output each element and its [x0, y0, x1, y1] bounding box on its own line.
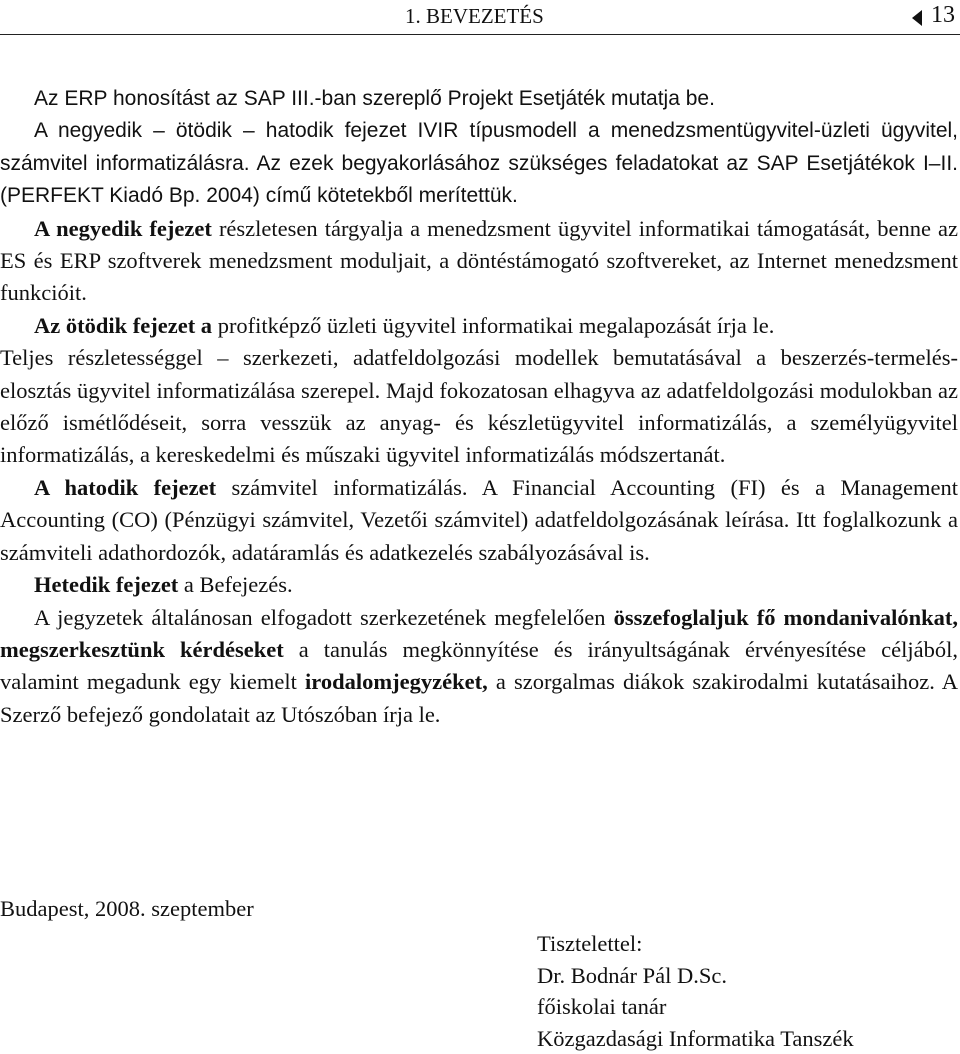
structure-text-1: A jegyzetek általánosan elfogadott szerkezetének megfelelően	[34, 605, 614, 630]
paragraph-chapters-overview: A negyedik – ötödik – hatodik fejezet IVIR típusmodell a menedzsmentügyvitel-üzleti ügyvitel, számvitel informatizálásra. Az ezek begyakorlásához szükséges feladatokat az SAP Esetjátékok I–II. (PERFEKT Kiadó Bp. 2004) című kötetekből merítettük.	[0, 115, 958, 212]
paragraph-chapter-5	[0, 310, 958, 342]
body-text	[0, 83, 958, 731]
paragraph-chapter-4	[0, 213, 958, 310]
chapter-4-text: részletesen tárgyalja a menedzsment ügyvitel informatikai támogatását, benne az ES és ERP szoftverek menedzsment moduljait, a döntéstámogató szoftvereket, az Internet menedzsment funkcióit.	[0, 216, 958, 306]
chapter-5-heading: Az ötödik fejezet a	[34, 313, 212, 338]
paragraph-chapter-6	[0, 472, 958, 569]
structure-emphasis-2: irodalomjegyzéket,	[305, 669, 488, 694]
signature-department: Közgazdasági Informatika Tanszék	[537, 1023, 854, 1054]
header-rule	[0, 34, 960, 35]
chapter-6-text: számvitel informatizálás. A Financial Accounting (FI) és a Management Accounting (CO) (Pénzügyi számvitel, Vezetői számvitel) adatfeldolgozásának leírása. Itt foglalkozunk a számviteli adathordozók, adatáramlás és adatkezelés szabályozásával is.	[0, 475, 958, 565]
signature-name: Dr. Bodnár Pál D.Sc.	[537, 960, 854, 992]
place-date: Budapest, 2008. szeptember	[0, 896, 254, 922]
paragraph-chapter-5-details: Teljes részletességgel – szerkezeti, adatfeldolgozási modellek bemutatásával a beszerzés-termelés-elosztás ügyvitel informatizálása szerepel. Majd fokozatosan elhagyva az adatfeldolgozási modulokban az előző ismétlődéseit, sorra vesszük az anyag- és készletügyvitel informatizálás, a személyügyvitel informatizálás, a kereskedelmi és műszaki ügyvitel informatizálás módszertanát.	[0, 342, 958, 472]
chapter-title: 1. BEVEZETÉS	[405, 4, 544, 29]
page-number: 13	[931, 2, 955, 29]
chapter-7-heading: Hetedik fejezet	[34, 572, 178, 597]
structure-emphasis-1: összefoglaljuk fő mondanivalónkat, megszerkesztünk kérdéseket	[0, 605, 958, 662]
chapter-4-heading: A negyedik fejezet	[34, 216, 212, 241]
signature-title: főiskolai tanár	[537, 991, 854, 1023]
running-header	[0, 2, 960, 32]
signature-greeting: Tisztelettel:	[537, 928, 854, 960]
paragraph-erp: Az ERP honosítást az SAP III.-ban szereplő Projekt Esetjáték mutatja be.	[0, 83, 958, 115]
paragraph-chapter-7	[0, 569, 958, 601]
chapter-6-heading: A hatodik fejezet	[34, 475, 216, 500]
signature-block	[537, 928, 854, 1054]
triangle-left-icon	[912, 10, 922, 26]
structure-text-2: a tanulás megkönnyítése és irányultságának érvényesítése céljából, valamint megadunk egy kiemelt	[0, 637, 958, 694]
structure-text-3: a szorgalmas diákok szakirodalmi kutatásaihoz. A Szerző befejező gondolatait az Utószóban írja le.	[0, 669, 958, 726]
paragraph-structure	[0, 602, 958, 732]
chapter-7-text: a Befejezés.	[178, 572, 292, 597]
chapter-5-text: profitképző üzleti ügyvitel informatikai megalapozását írja le.	[212, 313, 774, 338]
